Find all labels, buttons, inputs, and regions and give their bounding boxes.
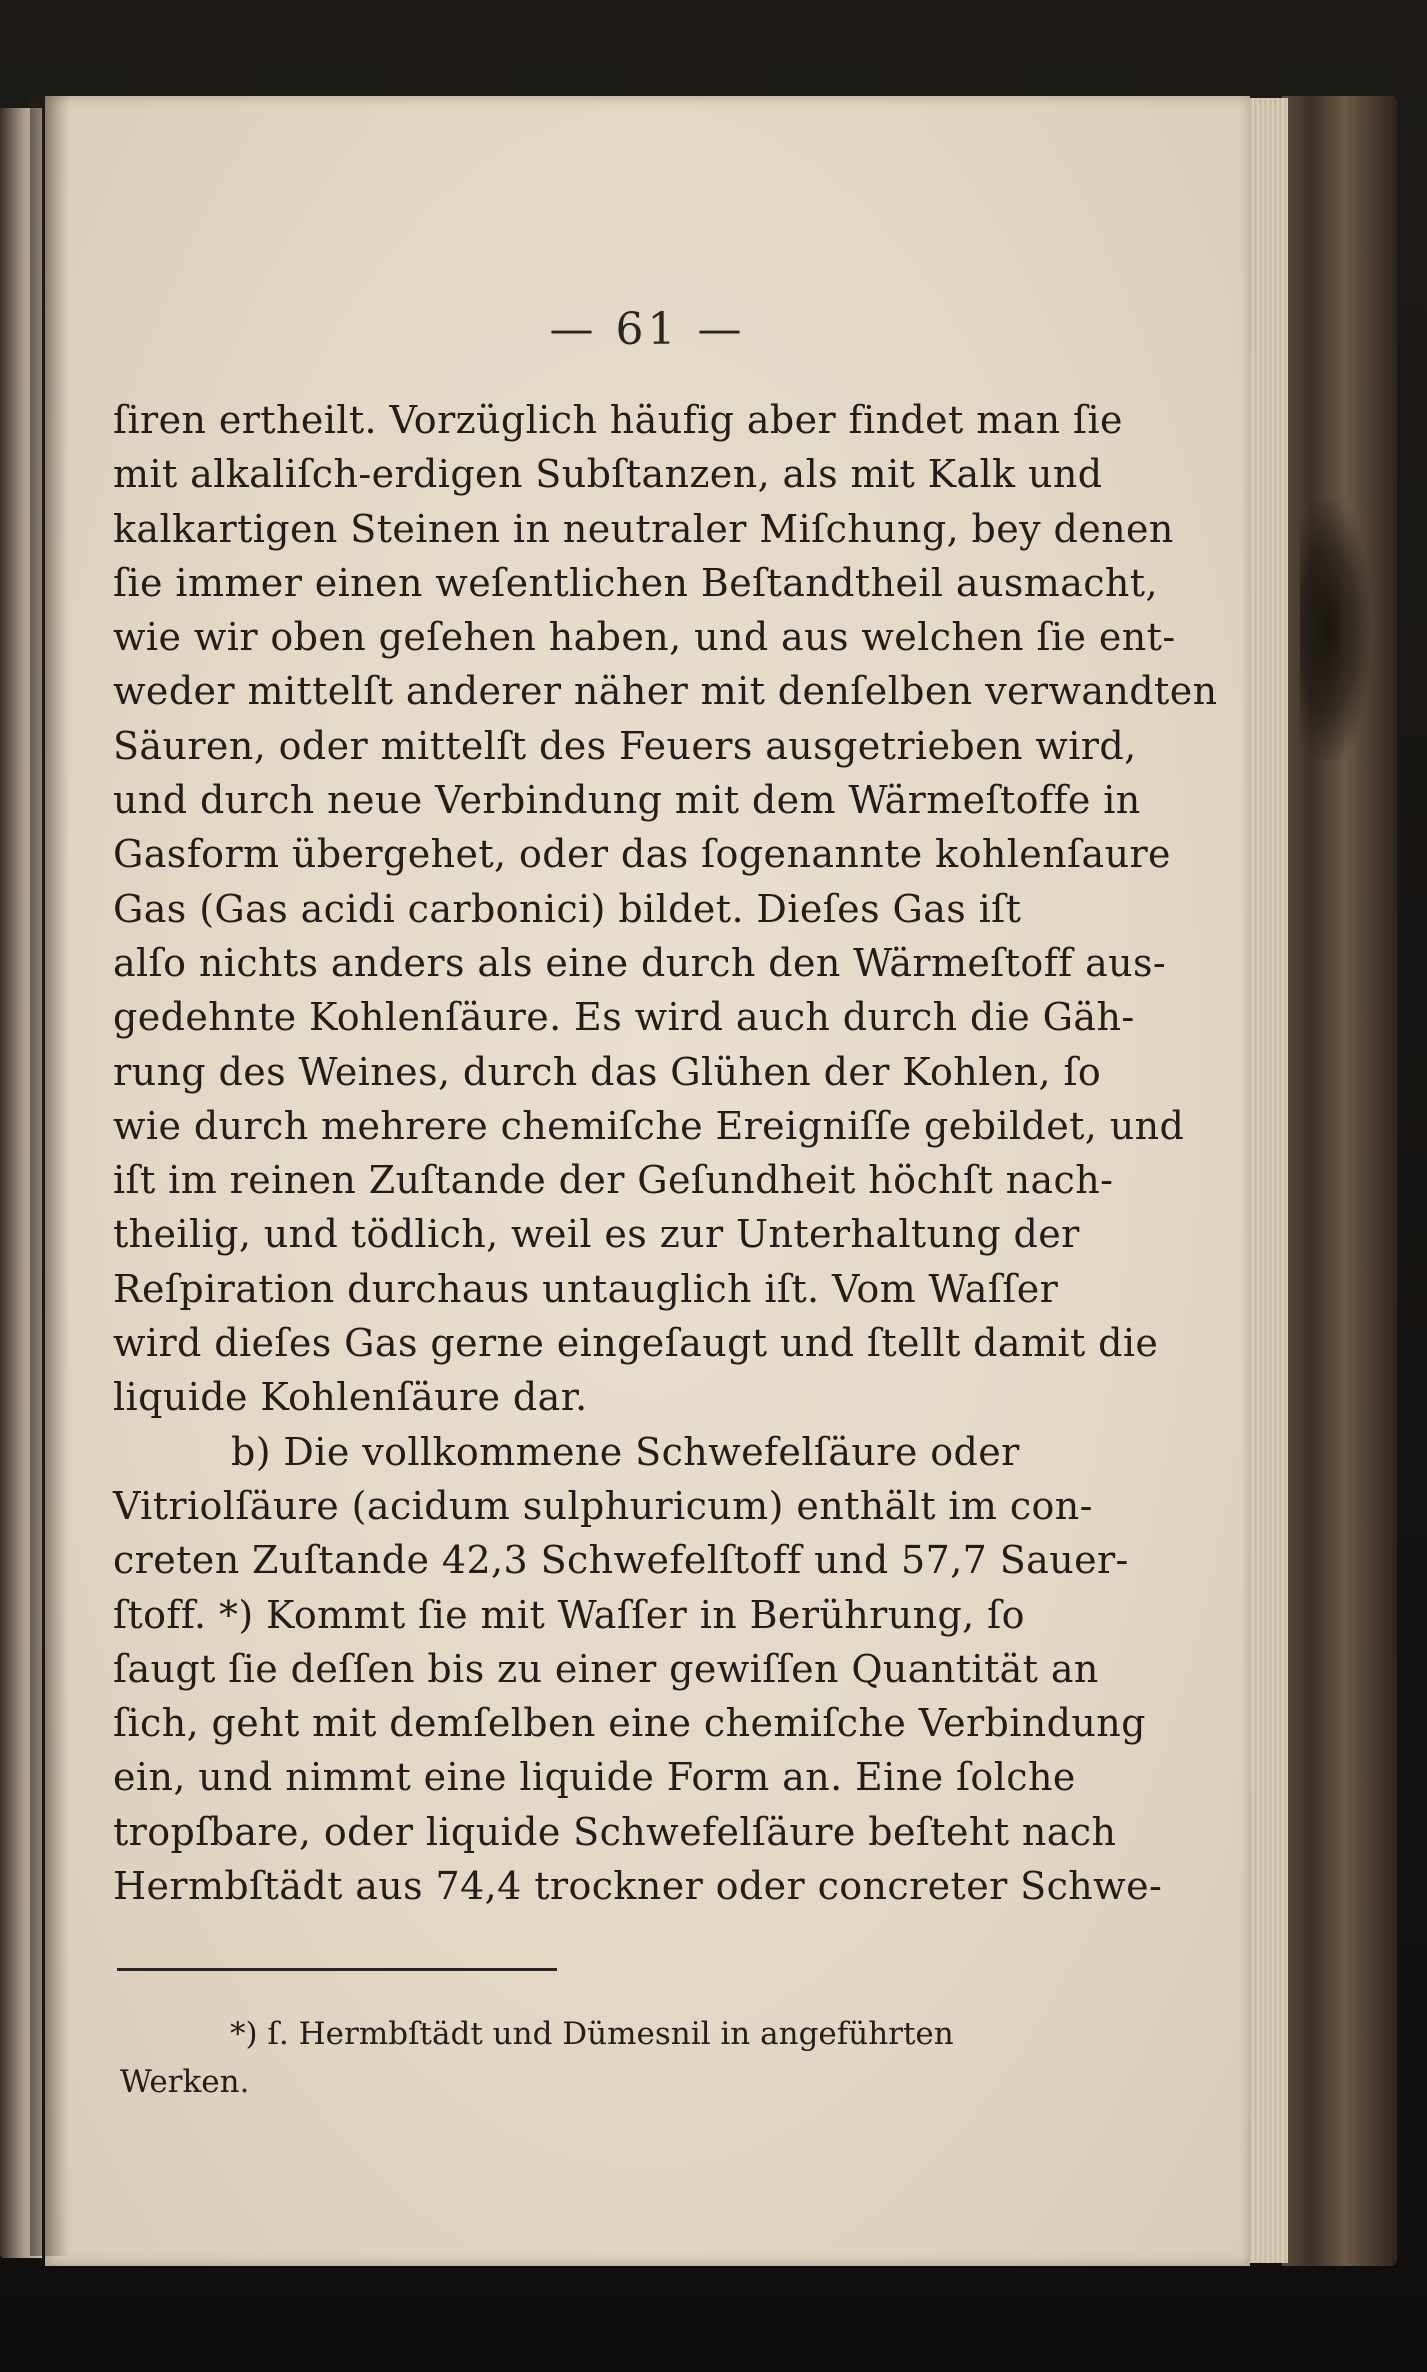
text-line: und durch neue Verbindung mit dem Wärmeſtoffe in <box>113 778 1141 823</box>
text-line: ſaugt ſie deſſen bis zu einer gewiſſen Quantität an <box>113 1646 1099 1691</box>
text-line: wird dieſes Gas gerne eingeſaugt und ſtellt damit die <box>113 1321 1159 1366</box>
text-line: ſich, geht mit demſelben eine chemiſche Verbindung <box>113 1701 1146 1746</box>
text-line: Vitriolſäure (acidum sulphuricum) enthält im con- <box>113 1483 1093 1528</box>
text-line: ſie immer einen weſentlichen Beſtandtheil ausmacht, <box>113 560 1158 605</box>
text-line: ſtoff. *) Kommt ſie mit Waſſer in Berührung, ſo <box>113 1592 1025 1637</box>
text-line: rung des Weines, durch das Glühen der Kohlen, ſo <box>113 1049 1102 1094</box>
text-line: Gasform übergehet, oder das ſogenannte kohlenſaure <box>113 832 1171 877</box>
page-number: — 61 — <box>549 304 746 355</box>
text-line: Säuren, oder mittelſt des Feuers ausgetrieben wird, <box>113 723 1137 768</box>
text-line: liquide Kohlenſäure dar. <box>113 1375 588 1420</box>
text-line: gedehnte Kohlenſäure. Es wird auch durch die Gäh- <box>113 995 1135 1040</box>
text-line: weder mittelſt anderer näher mit denſelben verwandten <box>113 669 1218 714</box>
footnote-divider <box>117 1968 557 1971</box>
text-line: alſo nichts anders als eine durch den Wärmeſtoff aus- <box>113 940 1167 985</box>
text-line: ein, und nimmt eine liquide Form an. Eine ſolche <box>113 1755 1076 1800</box>
text-line: Hermbſtädt aus 74,4 trockner oder concreter Schwe- <box>113 1864 1163 1909</box>
text-line: theilig, und tödlich, weil es zur Unterhaltung der <box>113 1212 1080 1257</box>
body-text <box>113 393 1218 1913</box>
page-block-edge <box>1248 98 1288 2263</box>
text-line: ſiren ertheilt. Vorzüglich häufig aber findet man ſie <box>113 398 1123 442</box>
text-line: kalkartigen Steinen in neutraler Miſchung, bey denen <box>113 506 1174 551</box>
text-line: tropſbare, oder liquide Schwefelſäure beſteht nach <box>113 1809 1117 1854</box>
text-line: wie durch mehrere chemiſche Ereigniſſe gebildet, und <box>113 1103 1185 1148</box>
text-line: creten Zuſtande 42,3 Schwefelſtoff und 57,7 Sauer- <box>113 1538 1129 1583</box>
footnote-line: *) ſ. Hermbſtädt und Dümesnil in angeführten <box>230 2016 954 2052</box>
footnote <box>120 2010 1120 2106</box>
paragraph-start-line: b) Die vollkommene Schwefelſäure oder <box>231 1429 1020 1474</box>
gutter-shadow <box>30 96 70 2256</box>
text-line: Gas (Gas acidi carbonici) bildet. Dieſes Gas iſt <box>113 886 1022 931</box>
text-line: iſt im reinen Zuſtande der Geſundheit höchſt nach- <box>113 1158 1114 1203</box>
worn-cover-mark <box>1300 500 1370 760</box>
text-line: Reſpiration durchaus untauglich iſt. Vom Waſſer <box>113 1266 1059 1311</box>
text-line: wie wir oben geſehen haben, und aus welchen ſie ent- <box>113 615 1176 660</box>
text-line: mit alkaliſch-erdigen Subſtanzen, als mit Kalk und <box>113 452 1103 497</box>
book-page <box>45 96 1250 2266</box>
book-cover-spine <box>1282 96 1397 2266</box>
footnote-line: Werken. <box>120 2064 250 2100</box>
